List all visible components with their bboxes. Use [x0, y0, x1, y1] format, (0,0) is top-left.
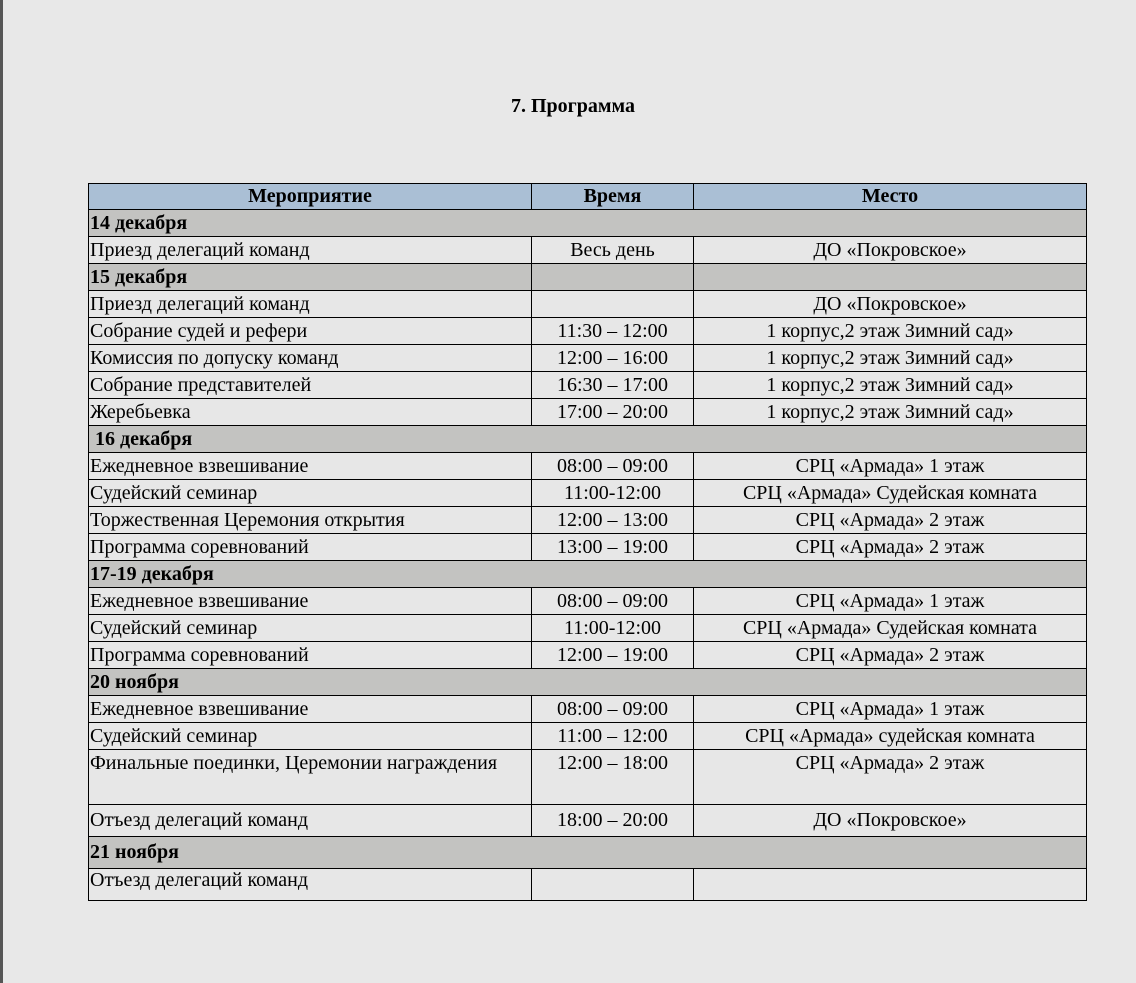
time-cell: 11:00-12:00 [532, 615, 694, 642]
section-date-row [89, 837, 1087, 869]
place-cell: 1 корпус,2 этаж Зимний сад» [694, 318, 1087, 345]
table-row [89, 588, 1087, 615]
time-cell: 13:00 – 19:00 [532, 534, 694, 561]
place-cell: СРЦ «Армада» 2 этаж [694, 534, 1087, 561]
event-cell: Судейский семинар [89, 480, 532, 507]
event-cell: Программа соревнований [89, 534, 532, 561]
event-cell: Отъезд делегаций команд [89, 869, 532, 901]
time-cell: 08:00 – 09:00 [532, 696, 694, 723]
table-row [89, 345, 1087, 372]
place-cell: ДО «Покровское» [694, 237, 1087, 264]
place-cell: СРЦ «Армада» 2 этаж [694, 507, 1087, 534]
column-header-time: Время [532, 184, 694, 210]
event-cell: Собрание представителей [89, 372, 532, 399]
time-cell: 16:30 – 17:00 [532, 372, 694, 399]
time-cell: 11:00-12:00 [532, 480, 694, 507]
program-table [88, 183, 1087, 901]
table-row [89, 372, 1087, 399]
time-cell: 11:30 – 12:00 [532, 318, 694, 345]
event-cell: Собрание судей и рефери [89, 318, 532, 345]
time-cell [532, 869, 694, 901]
event-cell: Торжественная Церемония открытия [89, 507, 532, 534]
column-header-event: Мероприятие [89, 184, 532, 210]
empty-cell [532, 264, 694, 291]
place-cell: 1 корпус,2 этаж Зимний сад» [694, 399, 1087, 426]
event-cell: Отъезд делегаций команд [89, 805, 532, 837]
window-edge [0, 0, 3, 983]
table-row [89, 869, 1087, 901]
event-cell: Финальные поединки, Церемонии награждения [89, 750, 532, 805]
page-title: 7. Программа [511, 95, 635, 117]
table-row [89, 750, 1087, 805]
table-row [89, 237, 1087, 264]
time-cell: 12:00 – 13:00 [532, 507, 694, 534]
place-cell: СРЦ «Армада» 2 этаж [694, 642, 1087, 669]
section-date-row [89, 561, 1087, 588]
event-cell: Ежедневное взвешивание [89, 588, 532, 615]
table-row [89, 723, 1087, 750]
time-cell: 12:00 – 18:00 [532, 750, 694, 805]
table-row [89, 318, 1087, 345]
event-cell: Комиссия по допуску команд [89, 345, 532, 372]
table-row [89, 399, 1087, 426]
table-row [89, 615, 1087, 642]
event-cell: Жеребьевка [89, 399, 532, 426]
section-date-row [89, 669, 1087, 696]
place-cell: СРЦ «Армада» судейская комната [694, 723, 1087, 750]
table-row [89, 534, 1087, 561]
time-cell: 12:00 – 19:00 [532, 642, 694, 669]
section-date-label: 21 ноября [89, 837, 1087, 869]
table-header-row [89, 184, 1087, 210]
place-cell: СРЦ «Армада» 1 этаж [694, 588, 1087, 615]
table-row [89, 507, 1087, 534]
time-cell: 11:00 – 12:00 [532, 723, 694, 750]
place-cell: СРЦ «Армада» 1 этаж [694, 696, 1087, 723]
section-date-row [89, 264, 1087, 291]
event-cell: Программа соревнований [89, 642, 532, 669]
place-cell: СРЦ «Армада» Судейская комната [694, 615, 1087, 642]
section-date-label: 14 декабря [89, 210, 1087, 237]
place-cell: ДО «Покровское» [694, 805, 1087, 837]
time-cell: 17:00 – 20:00 [532, 399, 694, 426]
section-date-row [89, 426, 1087, 453]
place-cell: СРЦ «Армада» 2 этаж [694, 750, 1087, 805]
time-cell: 18:00 – 20:00 [532, 805, 694, 837]
table-body [89, 210, 1087, 901]
section-date-label: 15 декабря [89, 264, 532, 291]
event-cell: Судейский семинар [89, 615, 532, 642]
place-cell [694, 869, 1087, 901]
event-cell: Судейский семинар [89, 723, 532, 750]
place-cell: ДО «Покровское» [694, 291, 1087, 318]
section-date-label: 20 ноября [89, 669, 1087, 696]
section-date-row [89, 210, 1087, 237]
table-row [89, 453, 1087, 480]
time-cell: Весь день [532, 237, 694, 264]
table-row [89, 805, 1087, 837]
section-date-label: 16 декабря [89, 426, 1087, 453]
time-cell: 08:00 – 09:00 [532, 453, 694, 480]
empty-cell [694, 264, 1087, 291]
table-row [89, 642, 1087, 669]
event-cell: Приезд делегаций команд [89, 291, 532, 318]
table-row [89, 696, 1087, 723]
event-cell: Приезд делегаций команд [89, 237, 532, 264]
column-header-place: Место [694, 184, 1087, 210]
place-cell: СРЦ «Армада» Судейская комната [694, 480, 1087, 507]
event-cell: Ежедневное взвешивание [89, 696, 532, 723]
place-cell: СРЦ «Армада» 1 этаж [694, 453, 1087, 480]
time-cell: 12:00 – 16:00 [532, 345, 694, 372]
section-date-label: 17-19 декабря [89, 561, 1087, 588]
table-row [89, 480, 1087, 507]
event-cell: Ежедневное взвешивание [89, 453, 532, 480]
table-row [89, 291, 1087, 318]
place-cell: 1 корпус,2 этаж Зимний сад» [694, 345, 1087, 372]
time-cell: 08:00 – 09:00 [532, 588, 694, 615]
place-cell: 1 корпус,2 этаж Зимний сад» [694, 372, 1087, 399]
time-cell [532, 291, 694, 318]
